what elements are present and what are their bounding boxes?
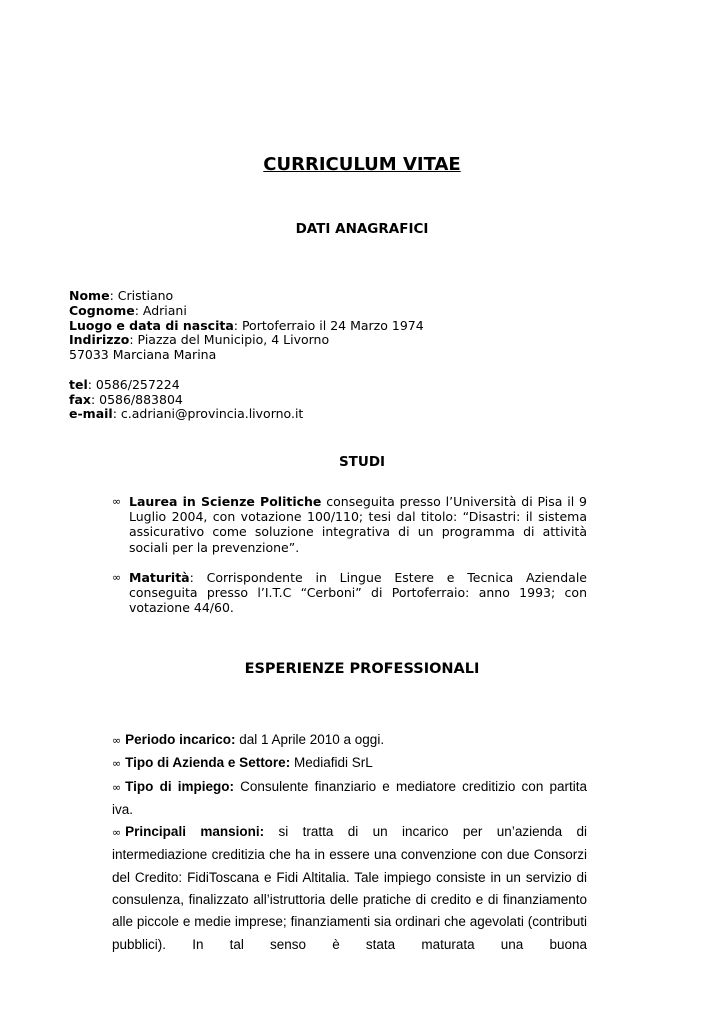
fax-row (69, 393, 424, 408)
indirizzo-label: Indirizzo (69, 332, 130, 348)
mansioni-label: Principali mansioni: (125, 824, 265, 840)
infinity-bullet-icon: ∞ (112, 570, 122, 584)
infinity-bullet-icon: ∞ (112, 826, 122, 840)
impiego-row (112, 776, 587, 822)
spacer (69, 363, 424, 378)
tel-value: : 0586/257224 (87, 376, 180, 392)
azienda-value: Mediafidi SrL (290, 755, 373, 771)
email-row (69, 407, 424, 422)
nascita-value: : Portoferraio il 24 Marzo 1974 (233, 317, 424, 333)
nome-row (69, 289, 424, 304)
fax-value: : 0586/883804 (90, 391, 183, 407)
indirizzo-value: : Piazza del Municipio, 4 Livorno (129, 332, 330, 348)
cognome-row (69, 304, 424, 319)
periodo-row (112, 729, 587, 752)
studi-title: Laurea in Scienze Politiche (129, 494, 322, 509)
studi-title: Maturità (129, 569, 190, 585)
list-item (112, 570, 587, 616)
mansioni-value: si tratta di un incarico per un’azienda di intermediazione creditizia che ha in essere una convenzione con due Consorzi del Credito: FidiToscana e Fidi Altitalia. Tale impiego consiste in un servizio di consulenza, finalizzato all’istruttoria delle pratiche di credito e di finanziamento alle piccole e medie imprese; finanziamenti sia ordinari che agevolati (contributi pubblici). In tal senso è stata maturata una buona (112, 824, 587, 952)
cognome-label: Cognome (69, 302, 135, 318)
impiego-value: Consulente finanziario e mediatore creditizio con partita iva. (112, 778, 587, 817)
infinity-bullet-icon: ∞ (112, 734, 122, 747)
section-heading-esperienze: ESPERIENZE PROFESSIONALI (244, 661, 480, 677)
nome-value: : Cristiano (109, 288, 174, 303)
studi-list (112, 494, 587, 615)
email-label: e-mail (69, 406, 113, 422)
studi-text: conseguita presso l’Università di Pisa il 9 Luglio 2004, con votazione 100/110; tesi dal titolo: “Disastri: il sistema assicurativo come soluzione integrativa di un programma di attività sociali per la prevenzione”. (129, 494, 587, 555)
studi-text: : Corrispondente in Lingue Estere e Tecnica Aziendale conseguita presso l’I.T.C “Cerboni” di Portoferraio: anno 1993; con votazione 44/60. (129, 569, 587, 616)
periodo-label: Periodo incarico: (125, 732, 236, 747)
infinity-bullet-icon: ∞ (112, 495, 122, 508)
impiego-label: Tipo di impiego: (125, 778, 234, 794)
cognome-value: : Adriani (134, 302, 187, 318)
mansioni-row (112, 821, 587, 956)
page-title: CURRICULUM VITAE (263, 154, 461, 175)
infinity-bullet-icon: ∞ (112, 780, 122, 794)
azienda-row (112, 752, 587, 775)
nascita-row (69, 319, 424, 334)
personal-data (69, 289, 424, 422)
indirizzo-row (69, 333, 424, 348)
nome-label: Nome (69, 288, 110, 303)
tel-label: tel (69, 376, 88, 392)
citta-row: 57033 Marciana Marina (69, 347, 217, 363)
list-item (112, 494, 587, 555)
azienda-label: Tipo di Azienda e Settore: (125, 755, 291, 771)
periodo-value: dal 1 Aprile 2010 a oggi. (235, 732, 385, 747)
section-heading-dati-anagrafici: DATI ANAGRAFICI (295, 221, 429, 237)
fax-label: fax (69, 391, 91, 407)
nascita-label: Luogo e data di nascita (69, 317, 234, 333)
email-value: : c.adriani@provincia.livorno.it (112, 406, 304, 422)
section-heading-studi: STUDI (338, 454, 386, 470)
infinity-bullet-icon: ∞ (112, 757, 122, 771)
tel-row (69, 378, 424, 393)
esperienze-block (112, 729, 587, 956)
